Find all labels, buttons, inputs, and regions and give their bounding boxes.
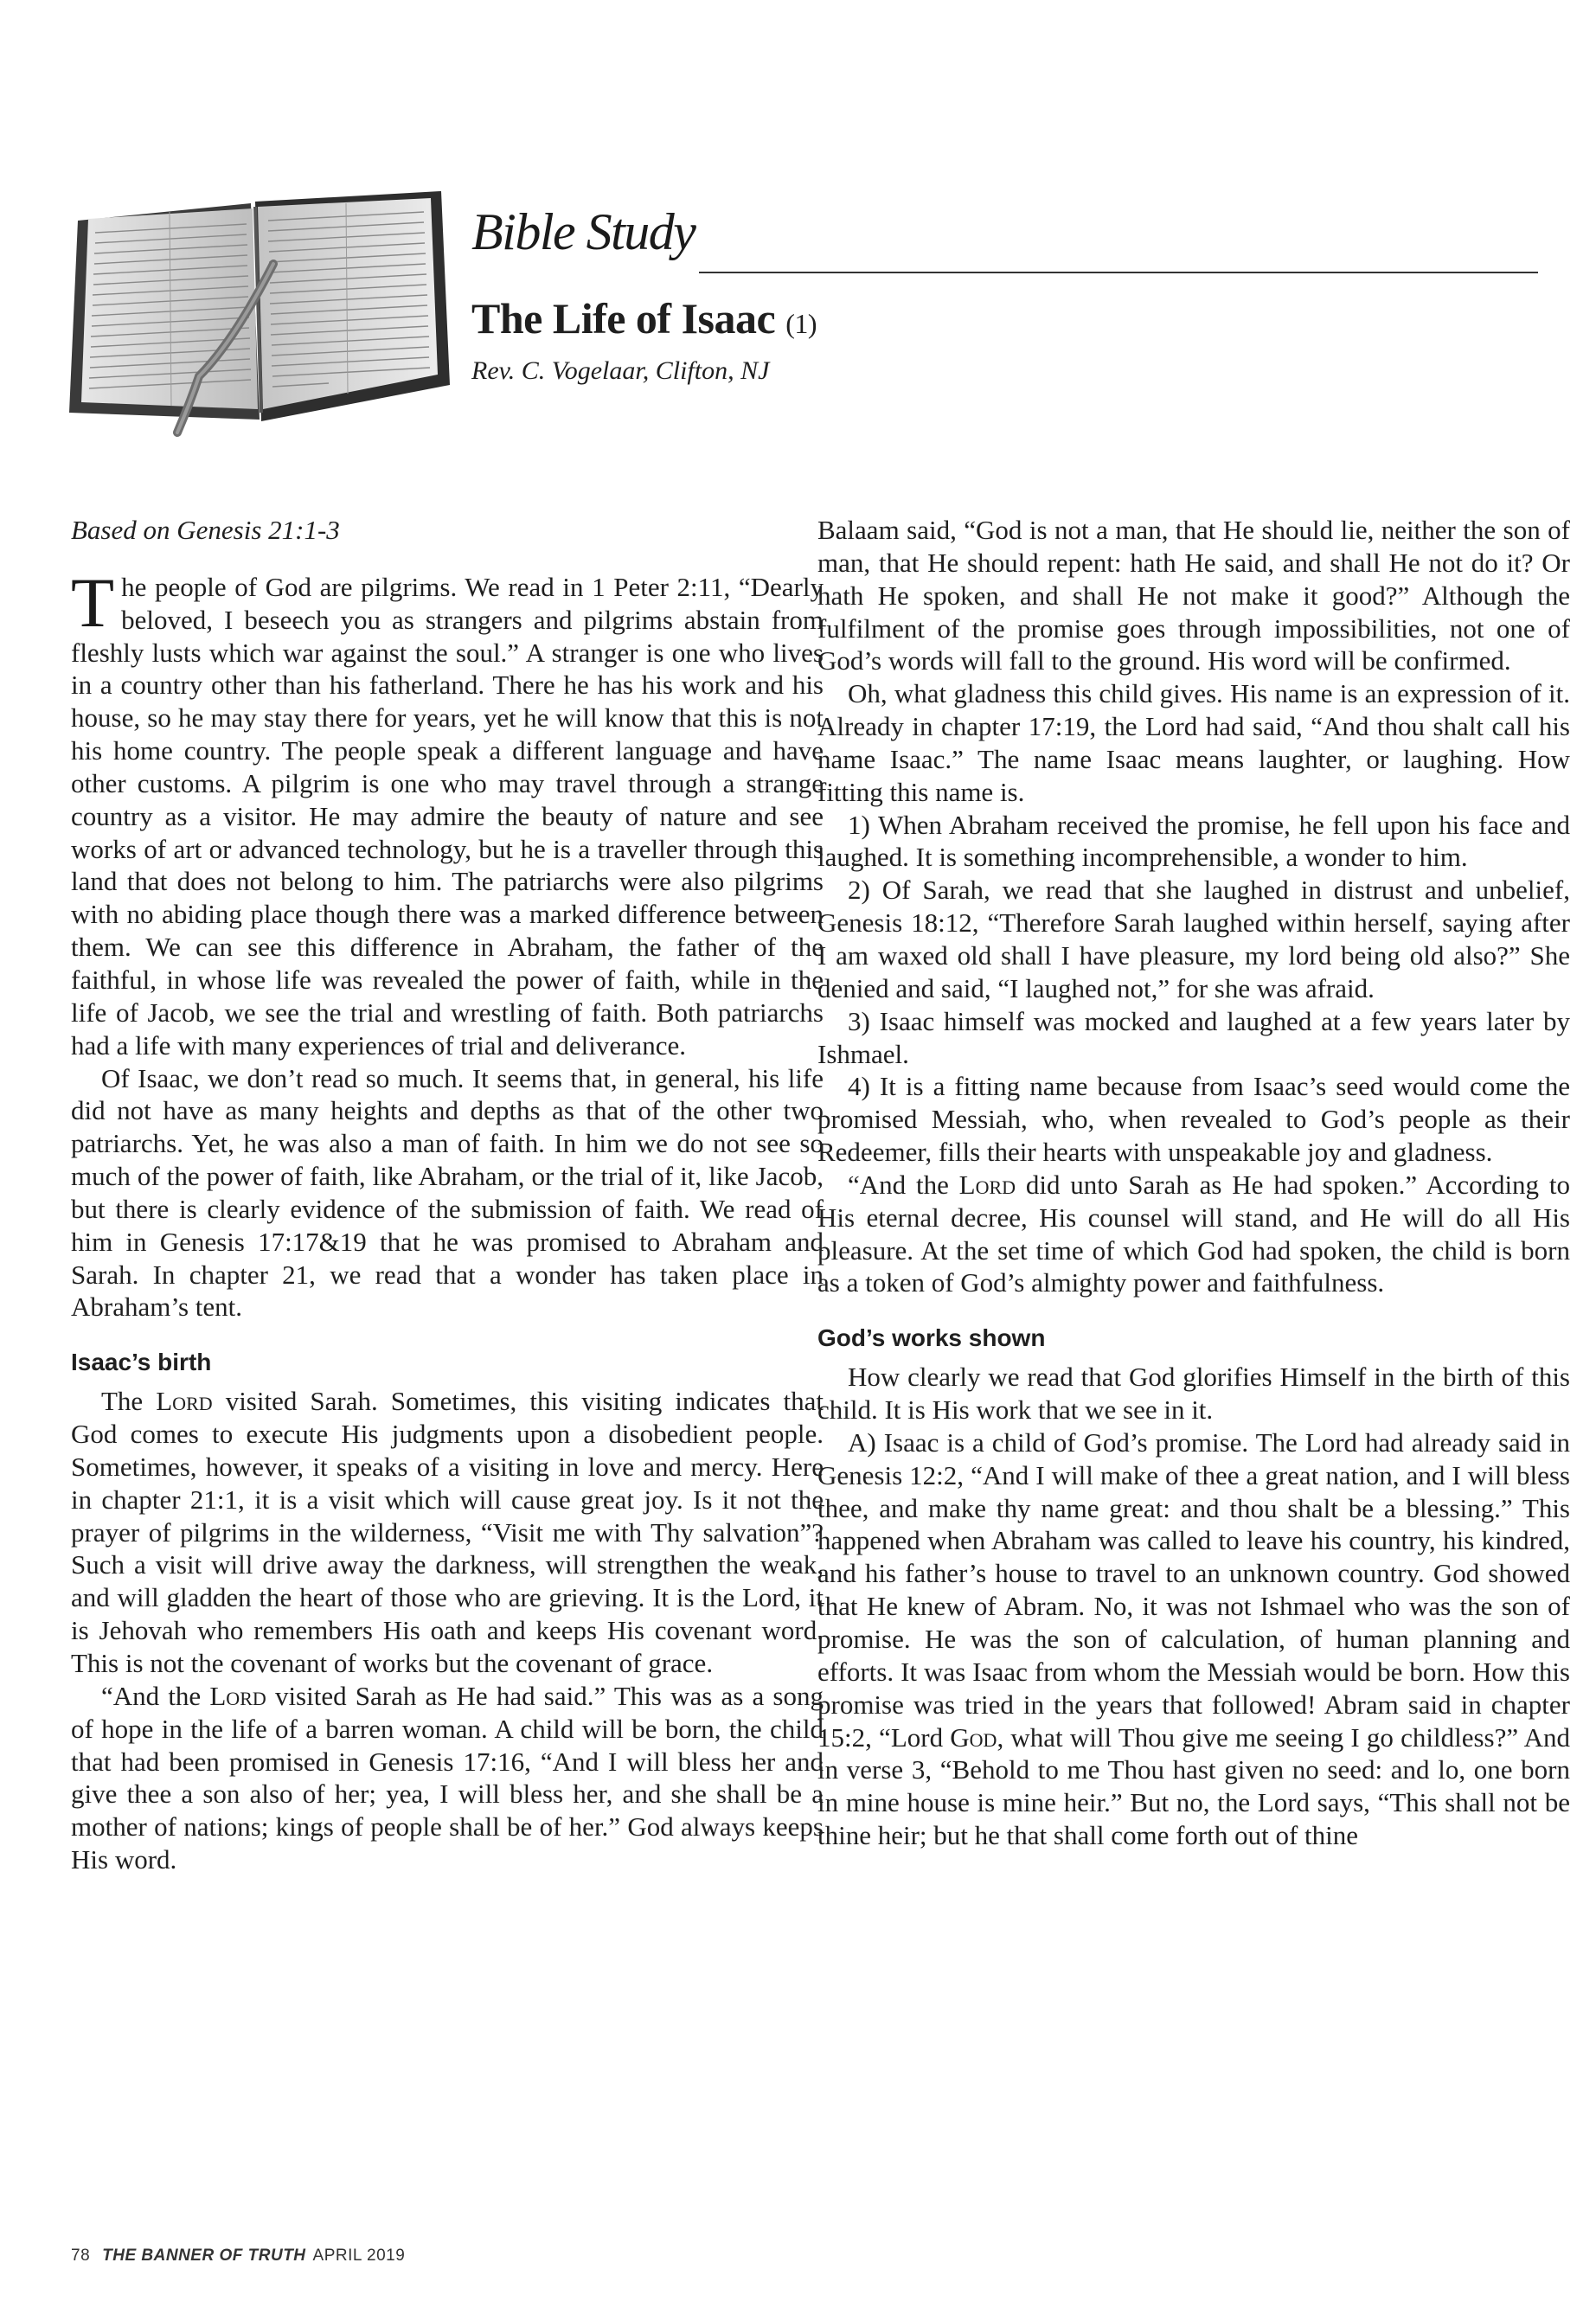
text-run: “And the (848, 1169, 959, 1200)
paragraph (817, 1426, 1570, 1852)
text-run: , what will Thou give me seeing I go childless?” And in verse 3, “Behold to me Thou hast given no seed: and lo, one born in mine house is mine heir.” But no, the Lord says, “This shall not be thine heir; but he that shall come forth out of thine (817, 1721, 1570, 1851)
text-run: A) Isaac is a child of God’s promise. The Lord had already said in Genesis 12:2, “And I will make of thee a great nation, and I will bless thee, and make thy name great: and thou shalt be a blessing.” This happened when Abraham was called to leave his country, his kindred, and his father’s house to travel to an unknown country. God showed that He knew of Abram. No, it was not Ishmael who was the son of promise. He was the son of calculation, of human planning and efforts. It was Isaac from whom the Messiah would be born. How this promise was tried in the years that followed! Abram said in chapter 15:2, “Lord (817, 1426, 1570, 1753)
paragraph: 3) Isaac himself was mocked and laughed at a few years later by Ishmael. (817, 1005, 1570, 1069)
scripture-basis: Based on Genesis 21:1-3 (71, 515, 340, 545)
subheading-birth: Isaac’s birth (71, 1349, 212, 1376)
drop-cap: T (71, 562, 115, 642)
paragraph: How clearly we read that God glorifies Himself in the birth of this child. It is His work that we see in it. (817, 1362, 1570, 1426)
lord-smallcaps: Lord (209, 1680, 266, 1711)
article-title (471, 294, 817, 343)
open-bible-illustration (69, 186, 450, 445)
article-title-text: The Life of Isaac (471, 294, 776, 343)
left-column (71, 514, 824, 1876)
intro-text: he people of God are pilgrims. We read in 1 Peter 2:11, “Dearly beloved, I beseech you as strangers and pilgrims abstain from fleshly lusts which war against the soul.” A stranger is one who lives in a country other than his fatherland. There he has his work and his house, so he may stay there for years, yet he will know that this is not his home country. The people speak a different language and have other customs. A pilgrim is one who may travel through a strange country as a visitor. He may admire the beauty of nature and see works of art or advanced technology, but he is a traveller through this land that does not belong to him. The patriarchs were also pilgrims with no abiding place though there was a marked difference between them. We can see this difference in Abraham, the father of the faithful, in whose life was revealed the power of faith, while in the life of Jacob, we see the trial and wrestling of faith. Both patriarchs had a life with many experiences of trial and deliverance. (71, 571, 824, 1061)
paragraph: Balaam said, “God is not a man, that He should lie, neither the son of man, that He should repent: hath He said, and shall He not do it? Or hath He spoken, and shall He not make it good?” Although the fulfilment of the promise goes through impossibilities, not one of God’s words will fall to the ground. His word will be confirmed. (817, 515, 1570, 676)
intro-paragraph (71, 562, 824, 1062)
paragraph (71, 1680, 824, 1876)
text-run: “And the (101, 1680, 210, 1711)
paragraph (71, 1385, 824, 1680)
text-run: visited Sarah as He had said.” This was as a song of hope in the life of a barren woman. A child will be born, the child that had been promised in Genesis 17:16, “And I will bless her and give thee a son also of her; yea, I will bless her, and she shall be a mother of nations; kings of people shall be of her.” God always keeps His word. (71, 1680, 824, 1875)
paragraph (817, 1169, 1570, 1299)
text-run: visited Sarah. Sometimes, this visiting indicates that God comes to execute His judgments upon a disobedient people. Sometimes, however, it speaks of a visiting in love and mercy. Here in chapter 21:1, it is a visit which will cause great joy. Is it not the prayer of pilgrims in the wilderness, “Visit me with Thy salvation”? Such a visit will drive away the darkness, will strengthen the weak, and will gladden the heart of those who are grieving. It is the Lord, it is Jehovah who remembers His oath and keeps His covenant word. This is not the covenant of works but the covenant of grace. (71, 1386, 824, 1678)
title-rule (699, 272, 1538, 273)
magazine-name: THE BANNER OF TRUTH (102, 2247, 306, 2265)
god-smallcaps: God (950, 1721, 997, 1753)
paragraph: Of Isaac, we don’t read so much. It seems that, in general, his life did not have as many heights and depths as that of the other two patriarchs. Yet, he was also a man of faith. In him we do not see so much of the power of faith, like Abraham, or the trial of it, like Jacob, but there is clearly evidence of the submission of faith. We read of him in Genesis 17:17&19 that he was promised to Abraham and Sarah. In chapter 21, we read that a wonder has taken place in Abraham’s tent. (71, 1062, 824, 1323)
issue-date: APRIL 2019 (312, 2247, 406, 2265)
page-footer (71, 2247, 405, 2266)
section-title: Bible Study (471, 203, 695, 260)
paragraph: 2) Of Sarah, we read that she laughed in distrust and unbelief, Genesis 18:12, “Therefore Sarah laughed within herself, saying after I am waxed old shall I have pleasure, my lord being old also?” She denied and said, “I laughed not,” for she was afraid. (817, 875, 1570, 1003)
lord-smallcaps: Lord (958, 1169, 1016, 1200)
lord-smallcaps: Lord (156, 1386, 213, 1417)
paragraph: Oh, what gladness this child gives. His name is an expression of it. Already in chapter 17:19, the Lord had said, “And thou shalt call his name Isaac.” The name Isaac means laughter, or laughing. How fitting this name is. (817, 678, 1570, 807)
article-author: Rev. C. Vogelaar, Clifton, NJ (471, 356, 770, 385)
page-number: 78 (71, 2247, 91, 2265)
article-part: (1) (785, 308, 817, 339)
paragraph: 1) When Abraham received the promise, he fell upon his face and laughed. It is something incomprehensible, a wonder to him. (817, 809, 1570, 873)
text-run: The (101, 1386, 157, 1417)
subheading-works: God’s works shown (817, 1324, 1046, 1352)
text-run: did unto Sarah as He had spoken.” According to His eternal decree, His counsel will stand, and He will do all His pleasure. At the set time of which God had spoken, the child is born as a token of God’s almighty power and faithfulness. (817, 1169, 1570, 1298)
paragraph: 4) It is a fitting name because from Isaac’s seed would come the promised Messiah, who, when revealed to God’s people as their Redeemer, fills their hearts with unspeakable joy and gladness. (817, 1071, 1570, 1168)
right-column (817, 514, 1570, 1852)
